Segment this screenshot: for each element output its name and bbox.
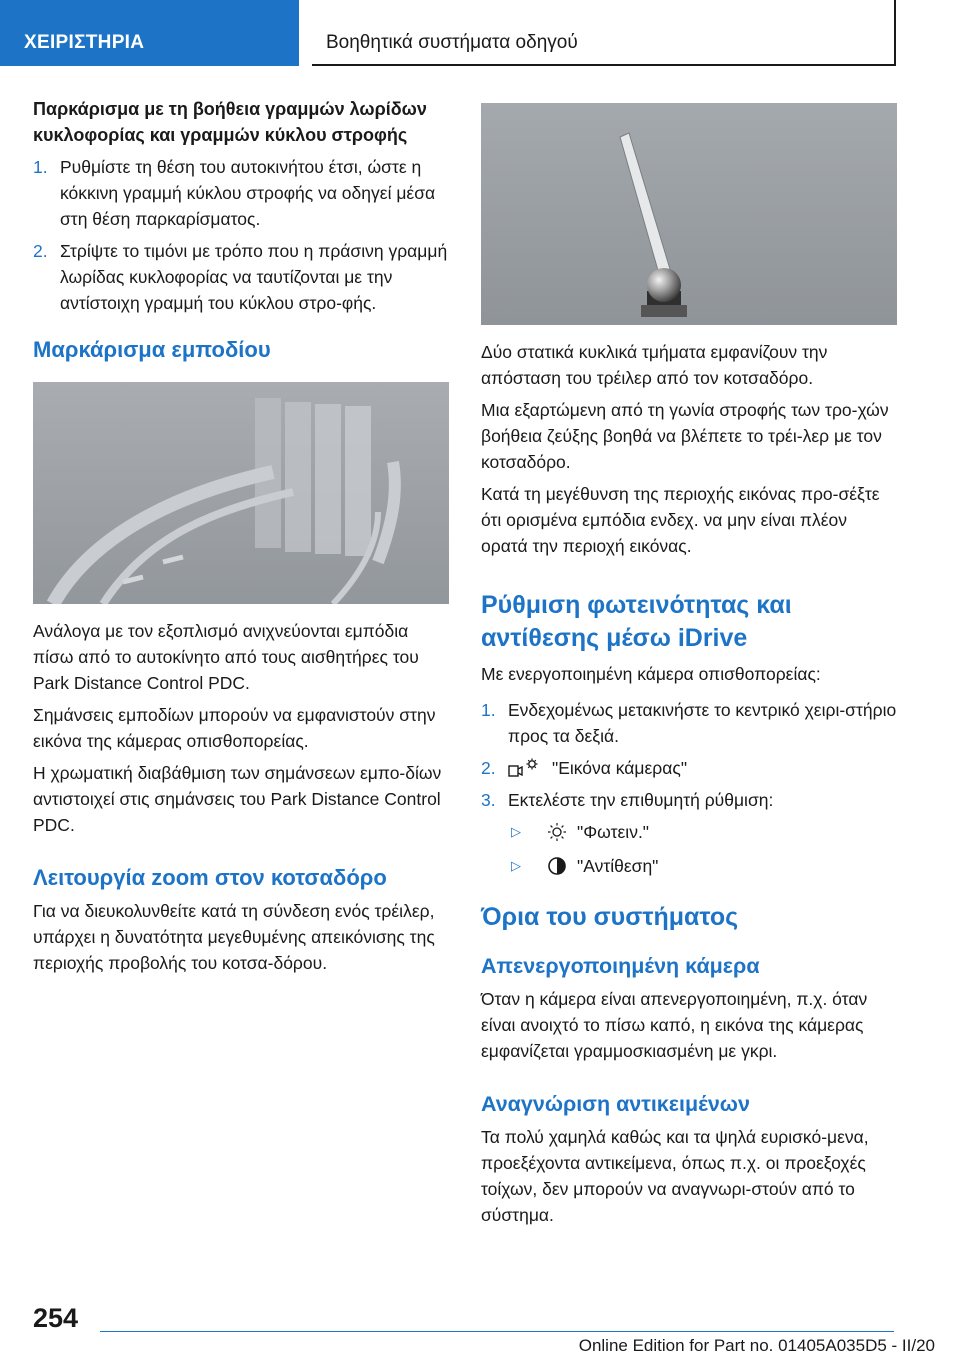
parking-heading: Παρκάρισμα με τη βοήθεια γραμμών λωρίδων κυκλοφορίας και γραμμών κύκλου στροφής — [33, 99, 427, 145]
option-label: "Φωτειν." — [577, 822, 650, 842]
arrow-marker-icon: ▷ — [511, 824, 521, 839]
right-column — [481, 103, 897, 1228]
left-column — [33, 96, 449, 976]
object-detection-paragraph: Τα πολύ χαμηλά καθώς και τα ψηλά ευρισκό-μενα, προεξέχοντα αντικείμενα, όπως π.χ. οι προεξοχές τοίχων, δεν μπορούν να αναγνωρι-στούν από το σύστημα. — [481, 1127, 869, 1225]
object-detection-heading: Αναγνώριση αντικειμένων — [481, 1092, 750, 1116]
step-text: Ενδεχομένως μετακινήστε το κεντρικό χειρι-στήριο προς τα δεξιά. — [508, 700, 897, 746]
brightness-intro: Με ενεργοποιημένη κάμερα οπισθοπορείας: — [481, 664, 821, 684]
list-item — [33, 154, 449, 232]
zoom-paragraph: Για να διευκολυνθείτε κατά τη σύνδεση ενός τρέιλερ, υπάρχει η δυνατότητα μεγεθυμένης απεικόνισης της περιοχής προβολής του κοτσα-δόρου. — [33, 901, 435, 973]
section-tab — [0, 0, 299, 66]
step-number: 2. — [33, 241, 48, 261]
camera-settings-icon — [508, 758, 540, 778]
footer-divider — [100, 1331, 894, 1332]
obstacle-paragraph-1: Ανάλογα με τον εξοπλισμό ανιχνεύονται εμπόδια πίσω από το αυτοκίνητο από τους αισθητήρες του Park Distance Control PDC. — [33, 621, 419, 693]
disabled-camera-paragraph: Όταν η κάμερα είναι απενεργοποιημένη, π.χ. όταν είναι ανοιχτό το πίσω καπό, η εικόνα της κάμερας εμφανίζεται γραμμοσκιασμένη με γκρι. — [481, 989, 868, 1061]
obstacle-paragraph-3: Η χρωματική διαβάθμιση των σημάνσεων εμπο-δίων αντιστοιχεί στις σημάνσεις του Park Distance Control PDC. — [33, 763, 442, 835]
parking-steps — [33, 154, 449, 316]
step-number: 1. — [481, 700, 496, 720]
obstacle-marking-illustration — [33, 382, 449, 604]
hitch-paragraph-1: Δύο στατικά κυκλικά τμήματα εμφανίζουν την απόσταση του τρέιλερ από τον κοτσαδόρο. — [481, 342, 828, 388]
hitch-paragraph-2: Μια εξαρτώμενη από τη γωνία στροφής των τρο-χών βοήθεια ζεύξης βοηθά να βλέπετε το τρέι-λερ με τον κοτσαδόρο. — [481, 400, 889, 472]
hitch-paragraph-3: Κατά τη μεγέθυνση της περιοχής εικόνας προ-σέξτε ότι ορισμένα εμπόδια ενδεχ. να μην είναι πλέον ορατά την περιοχή εικόνας. — [481, 484, 880, 556]
list-item — [33, 238, 449, 316]
page-number: 254 — [33, 1303, 79, 1333]
brightness-steps — [481, 697, 897, 813]
step-text: Εκτελέστε την επιθυμητή ρύθμιση: — [508, 790, 774, 810]
step-text: Στρίψτε το τιμόνι με τρόπο που η πράσινη γραμμή λωρίδας κυκλοφορίας να ταυτίζονται με την αντίστοιχη γραμμή του κύκλου στρο-φής. — [60, 241, 448, 313]
list-item — [511, 819, 897, 845]
step-number: 1. — [33, 157, 48, 177]
arrow-marker-icon: ▷ — [511, 858, 521, 873]
step-number: 2. — [481, 758, 496, 778]
section-title: ΧΕΙΡΙΣΤΗΡΙΑ — [24, 32, 145, 53]
brightness-heading: Ρύθμιση φωτεινότητας και αντίθεσης μέσω iDrive — [481, 591, 792, 652]
option-label: "Αντίθεση" — [577, 856, 659, 876]
brightness-options — [481, 819, 897, 879]
contrast-icon — [547, 856, 567, 876]
list-item — [481, 787, 897, 813]
disabled-camera-heading: Απενεργοποιημένη κάμερα — [481, 954, 760, 978]
step-number: 3. — [481, 790, 496, 810]
step-text: Ρυθμίστε τη θέση του αυτοκινήτου έτσι, ώστε η κόκκινη γραμμή κύκλου στροφής να οδηγεί μέσα στη θέση παρκαρίσματος. — [60, 157, 436, 229]
zoom-heading: Λειτουργία zoom στον κοτσαδόρο — [33, 865, 387, 890]
list-item — [481, 697, 897, 749]
list-item — [481, 755, 897, 781]
trailer-hitch-illustration — [481, 103, 897, 325]
step-text: "Εικόνα κάμερας" — [552, 758, 688, 778]
list-item — [511, 853, 897, 879]
obstacle-heading: Μαρκάρισμα εμποδίου — [33, 337, 271, 362]
chapter-header — [312, 0, 896, 66]
edition-footer: Online Edition for Part no. 01405A035D5 - II/20 — [578, 1336, 935, 1355]
brightness-icon — [547, 822, 567, 842]
chapter-title: Βοηθητικά συστήματα οδηγού — [326, 32, 578, 53]
limits-heading: Όρια του συστήματος — [481, 903, 739, 931]
obstacle-paragraph-2: Σημάνσεις εμποδίων μπορούν να εμφανιστούν στην εικόνα της κάμερας οπισθοπορείας. — [33, 705, 436, 751]
